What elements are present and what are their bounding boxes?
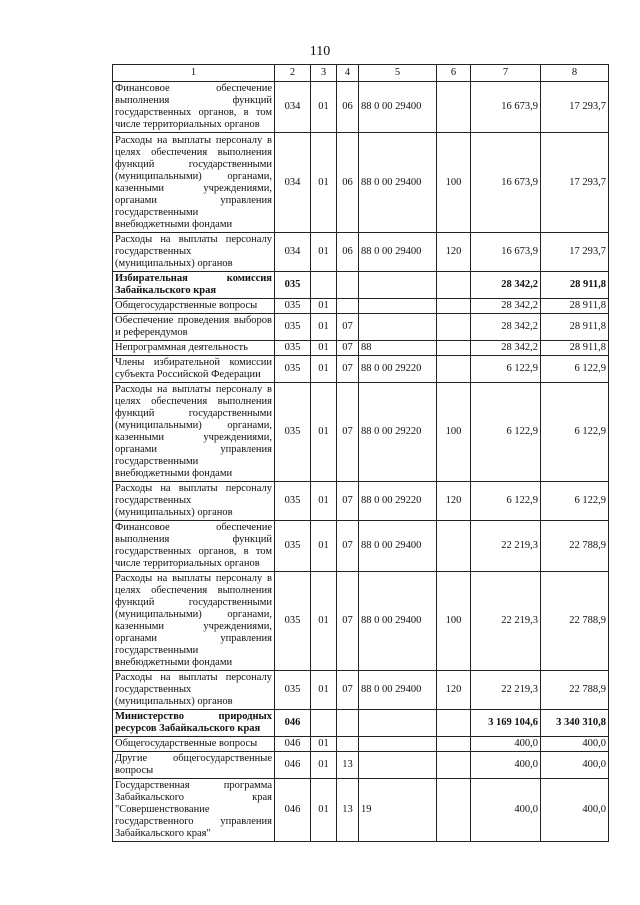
row-name-cell: Министерство природных ресурсов Забайкальского края	[113, 710, 275, 737]
expense-type-cell	[437, 272, 471, 299]
row-name-cell: Расходы на выплаты персоналу государственных (муниципальных) органов	[113, 671, 275, 710]
amount-col8-cell: 400,0	[541, 737, 609, 752]
agency-code-cell: 046	[275, 779, 311, 842]
header-cell: 1	[113, 65, 275, 82]
row-name-cell: Избирательная комиссия Забайкальского края	[113, 272, 275, 299]
row-name-cell: Расходы на выплаты персоналу в целях обеспечения выполнения функций государственными (муниципальными) органами, казенными учреждениями, органами управления государственными внебюджетными фондами	[113, 383, 275, 482]
expense-type-cell	[437, 521, 471, 572]
table-row	[113, 737, 609, 752]
row-name-cell: Расходы на выплаты персоналу в целях обеспечения выполнения функций государственными (муниципальными) органами, казенными учреждениями, органами управления государственными внебюджетными фондами	[113, 133, 275, 233]
section-cell: 01	[311, 572, 337, 671]
amount-col7-cell: 3 169 104,6	[471, 710, 541, 737]
section-cell: 01	[311, 779, 337, 842]
amount-col7-cell: 400,0	[471, 752, 541, 779]
target-article-cell	[359, 314, 437, 341]
amount-col8-cell: 6 122,9	[541, 356, 609, 383]
amount-col8-cell: 22 788,9	[541, 521, 609, 572]
expense-type-cell	[437, 314, 471, 341]
section-cell: 01	[311, 314, 337, 341]
expense-type-cell	[437, 299, 471, 314]
agency-code-cell: 035	[275, 299, 311, 314]
subsection-cell: 13	[337, 752, 359, 779]
target-article-cell: 88 0 00 29400	[359, 82, 437, 133]
section-cell	[311, 710, 337, 737]
table-row	[113, 356, 609, 383]
page-number: 110	[309, 44, 331, 59]
subsection-cell: 07	[337, 341, 359, 356]
agency-code-cell: 035	[275, 482, 311, 521]
agency-code-cell: 046	[275, 752, 311, 779]
amount-col7-cell: 28 342,2	[471, 272, 541, 299]
amount-col8-cell: 6 122,9	[541, 383, 609, 482]
amount-col7-cell: 28 342,2	[471, 299, 541, 314]
row-name-cell: Финансовое обеспечение выполнения функций государственных органов, в том числе территориальных органов	[113, 521, 275, 572]
agency-code-cell: 046	[275, 710, 311, 737]
agency-code-cell: 035	[275, 521, 311, 572]
header-cell: 3	[311, 65, 337, 82]
amount-col8-cell: 28 911,8	[541, 341, 609, 356]
row-name-cell: Расходы на выплаты персоналу государственных (муниципальных) органов	[113, 482, 275, 521]
target-article-cell	[359, 737, 437, 752]
row-name-cell: Общегосударственные вопросы	[113, 299, 275, 314]
expense-type-cell	[437, 82, 471, 133]
section-cell: 01	[311, 521, 337, 572]
expense-type-cell: 100	[437, 133, 471, 233]
amount-col8-cell: 28 911,8	[541, 314, 609, 341]
amount-col8-cell: 6 122,9	[541, 482, 609, 521]
target-article-cell	[359, 710, 437, 737]
target-article-cell	[359, 752, 437, 779]
table-row	[113, 779, 609, 842]
table-row	[113, 383, 609, 482]
subsection-cell: 07	[337, 671, 359, 710]
section-cell: 01	[311, 671, 337, 710]
expense-type-cell: 120	[437, 233, 471, 272]
amount-col8-cell: 28 911,8	[541, 272, 609, 299]
amount-col8-cell: 22 788,9	[541, 671, 609, 710]
expense-type-cell	[437, 737, 471, 752]
row-name-cell: Общегосударственные вопросы	[113, 737, 275, 752]
subsection-cell: 06	[337, 82, 359, 133]
amount-col7-cell: 22 219,3	[471, 671, 541, 710]
expense-type-cell: 120	[437, 482, 471, 521]
table-row	[113, 482, 609, 521]
subsection-cell: 07	[337, 572, 359, 671]
section-cell: 01	[311, 133, 337, 233]
budget-table	[112, 64, 609, 842]
table-row	[113, 752, 609, 779]
expense-type-cell: 100	[437, 383, 471, 482]
subsection-cell: 06	[337, 133, 359, 233]
table-row	[113, 299, 609, 314]
amount-col7-cell: 400,0	[471, 737, 541, 752]
agency-code-cell: 035	[275, 356, 311, 383]
agency-code-cell: 035	[275, 272, 311, 299]
target-article-cell: 88 0 00 29400	[359, 233, 437, 272]
amount-col7-cell: 400,0	[471, 779, 541, 842]
header-cell: 8	[541, 65, 609, 82]
table-row	[113, 314, 609, 341]
header-cell: 7	[471, 65, 541, 82]
agency-code-cell: 035	[275, 341, 311, 356]
amount-col8-cell: 22 788,9	[541, 572, 609, 671]
header-cell: 5	[359, 65, 437, 82]
expense-type-cell	[437, 710, 471, 737]
amount-col8-cell: 400,0	[541, 779, 609, 842]
target-article-cell: 88 0 00 29220	[359, 482, 437, 521]
row-name-cell: Расходы на выплаты персоналу в целях обеспечения выполнения функций государственными (муниципальными) органами, казенными учреждениями, органами управления государственными внебюджетными фондами	[113, 572, 275, 671]
target-article-cell	[359, 299, 437, 314]
amount-col7-cell: 28 342,2	[471, 314, 541, 341]
subsection-cell: 07	[337, 482, 359, 521]
amount-col8-cell: 17 293,7	[541, 233, 609, 272]
subsection-cell	[337, 299, 359, 314]
table-row	[113, 341, 609, 356]
agency-code-cell: 035	[275, 572, 311, 671]
table-row	[113, 272, 609, 299]
target-article-cell: 88 0 00 29220	[359, 383, 437, 482]
amount-col7-cell: 16 673,9	[471, 233, 541, 272]
section-cell: 01	[311, 737, 337, 752]
expense-type-cell	[437, 752, 471, 779]
row-name-cell: Обеспечение проведения выборов и референдумов	[113, 314, 275, 341]
row-name-cell: Расходы на выплаты персоналу государственных (муниципальных) органов	[113, 233, 275, 272]
target-article-cell: 88 0 00 29400	[359, 133, 437, 233]
table-row	[113, 710, 609, 737]
amount-col7-cell: 6 122,9	[471, 383, 541, 482]
subsection-cell	[337, 737, 359, 752]
table-row	[113, 82, 609, 133]
row-name-cell: Финансовое обеспечение выполнения функций государственных органов, в том числе территориальных органов	[113, 82, 275, 133]
section-cell: 01	[311, 233, 337, 272]
amount-col8-cell: 17 293,7	[541, 82, 609, 133]
target-article-cell: 88 0 00 29400	[359, 671, 437, 710]
table-row	[113, 572, 609, 671]
section-cell: 01	[311, 82, 337, 133]
section-cell: 01	[311, 299, 337, 314]
expense-type-cell: 100	[437, 572, 471, 671]
agency-code-cell: 035	[275, 383, 311, 482]
header-row	[113, 65, 609, 82]
amount-col8-cell: 3 340 310,8	[541, 710, 609, 737]
target-article-cell: 88 0 00 29220	[359, 356, 437, 383]
amount-col7-cell: 6 122,9	[471, 482, 541, 521]
section-cell	[311, 272, 337, 299]
target-article-cell: 88 0 00 29400	[359, 572, 437, 671]
section-cell: 01	[311, 752, 337, 779]
header-cell: 2	[275, 65, 311, 82]
section-cell: 01	[311, 356, 337, 383]
amount-col7-cell: 28 342,2	[471, 341, 541, 356]
expense-type-cell	[437, 341, 471, 356]
amount-col7-cell: 22 219,3	[471, 521, 541, 572]
header-cell: 4	[337, 65, 359, 82]
expense-type-cell: 120	[437, 671, 471, 710]
subsection-cell: 07	[337, 521, 359, 572]
table-row	[113, 521, 609, 572]
target-article-cell: 19	[359, 779, 437, 842]
header-cell: 6	[437, 65, 471, 82]
row-name-cell: Государственная программа Забайкальского края "Совершенствование государственного управления Забайкальского края"	[113, 779, 275, 842]
subsection-cell: 07	[337, 383, 359, 482]
section-cell: 01	[311, 383, 337, 482]
subsection-cell: 07	[337, 314, 359, 341]
amount-col8-cell: 17 293,7	[541, 133, 609, 233]
expense-type-cell	[437, 779, 471, 842]
section-cell: 01	[311, 341, 337, 356]
agency-code-cell: 035	[275, 314, 311, 341]
target-article-cell: 88	[359, 341, 437, 356]
row-name-cell: Непрограммная деятельность	[113, 341, 275, 356]
subsection-cell: 13	[337, 779, 359, 842]
agency-code-cell: 034	[275, 82, 311, 133]
amount-col7-cell: 16 673,9	[471, 82, 541, 133]
amount-col7-cell: 6 122,9	[471, 356, 541, 383]
amount-col7-cell: 22 219,3	[471, 572, 541, 671]
subsection-cell	[337, 272, 359, 299]
agency-code-cell: 034	[275, 233, 311, 272]
amount-col8-cell: 400,0	[541, 752, 609, 779]
amount-col8-cell: 28 911,8	[541, 299, 609, 314]
section-cell: 01	[311, 482, 337, 521]
subsection-cell: 07	[337, 356, 359, 383]
table-row	[113, 671, 609, 710]
agency-code-cell: 035	[275, 671, 311, 710]
agency-code-cell: 046	[275, 737, 311, 752]
row-name-cell: Члены избирательной комиссии субъекта Российской Федерации	[113, 356, 275, 383]
subsection-cell: 06	[337, 233, 359, 272]
table-row	[113, 233, 609, 272]
target-article-cell: 88 0 00 29400	[359, 521, 437, 572]
target-article-cell	[359, 272, 437, 299]
agency-code-cell: 034	[275, 133, 311, 233]
subsection-cell	[337, 710, 359, 737]
amount-col7-cell: 16 673,9	[471, 133, 541, 233]
table-row	[113, 133, 609, 233]
row-name-cell: Другие общегосударственные вопросы	[113, 752, 275, 779]
expense-type-cell	[437, 356, 471, 383]
